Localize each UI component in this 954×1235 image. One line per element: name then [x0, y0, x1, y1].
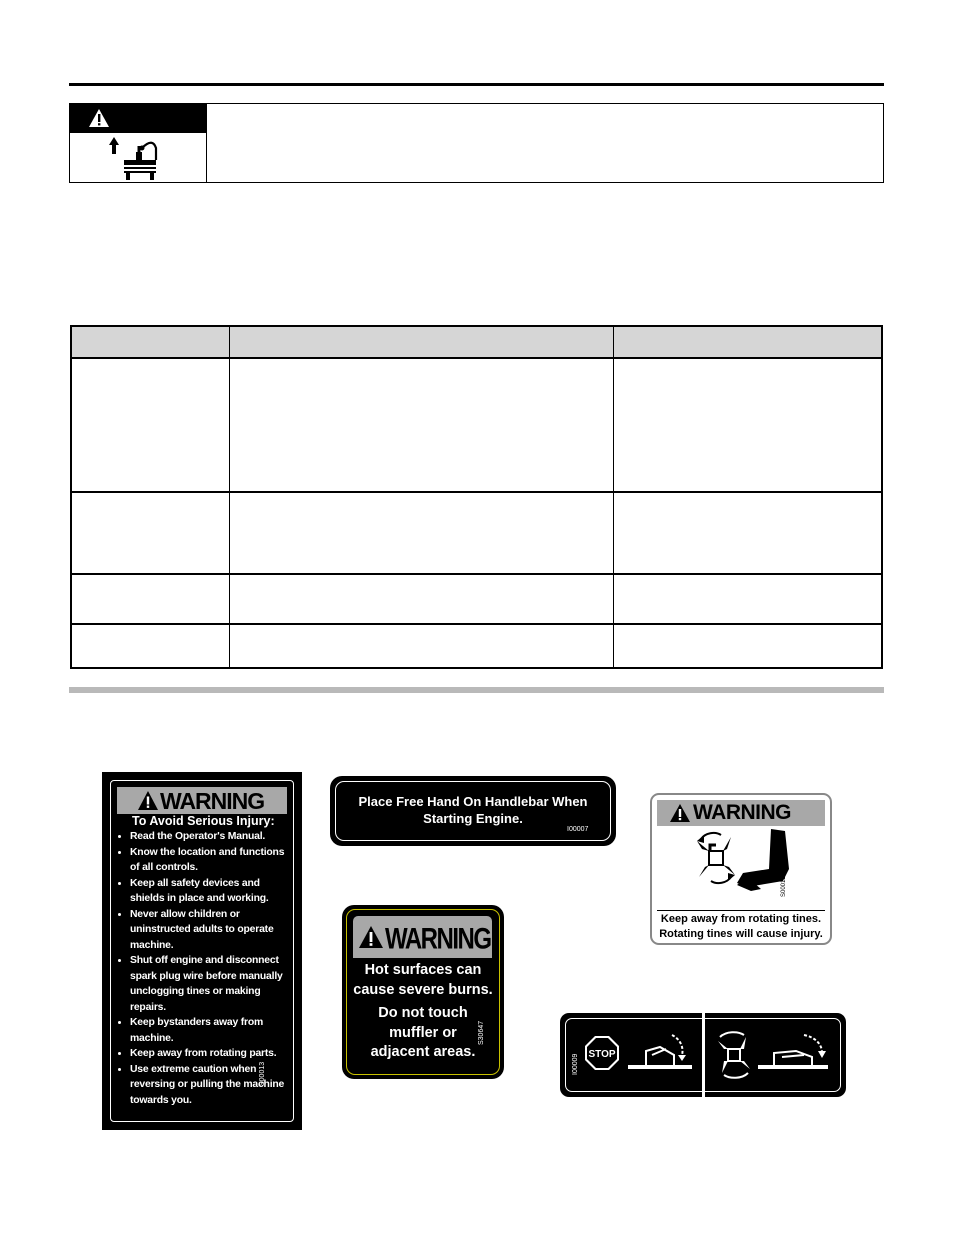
warning-header-band — [117, 787, 287, 814]
decal-code: S00013 — [259, 1061, 266, 1086]
table-header-cell — [230, 326, 614, 358]
tine-foot-hazard-icon — [687, 829, 797, 907]
top-rule — [69, 83, 884, 86]
hot-line-3: Do not touch — [378, 1005, 468, 1021]
handlebar-line-1: Place Free Hand On Handlebar When — [358, 794, 588, 809]
hot-line-4: muffler or — [389, 1025, 457, 1041]
warning-triangle-icon — [358, 925, 384, 949]
table-header-cell — [71, 326, 230, 358]
hot-line-5: adjacent areas. — [370, 1044, 476, 1060]
table-row — [71, 492, 882, 574]
stop-label: STOP — [588, 1049, 616, 1060]
section-divider — [69, 687, 884, 693]
warning-box — [69, 103, 884, 183]
list-item: • Know the location and functions of all controls. — [130, 845, 292, 876]
hot-line-1: Hot surfaces can — [364, 962, 482, 978]
decal-subheading: To Avoid Serious Injury: — [132, 814, 275, 828]
list-item: • Use extreme caution when reversing or pulling the machine towards you. — [130, 1062, 292, 1109]
tines-line-2: Rotating tines will cause injury. — [659, 928, 823, 940]
hot-line-2: cause severe burns. — [353, 982, 493, 998]
list-item: • Keep away from rotating parts. — [130, 1046, 292, 1062]
list-item: • Keep all safety devices and shields in place and working. — [130, 876, 292, 907]
table-row — [71, 358, 882, 492]
decal-code: S00012 — [781, 876, 787, 897]
list-item: • Keep bystanders away from machine. — [130, 1015, 292, 1046]
warning-triangle-icon — [137, 790, 159, 811]
list-item: • Shut off engine and disconnect spark plug wire before manually unclogging tines or making repairs. — [130, 953, 292, 1015]
table-header-cell — [614, 326, 883, 358]
warning-heading: WARNING — [385, 922, 491, 956]
warning-triangle-icon — [88, 108, 110, 128]
decal-serious-injury — [102, 772, 302, 1130]
warning-triangle-icon — [669, 803, 691, 823]
warning-heading: WARNING — [160, 788, 265, 814]
handlebar-line-2: Starting Engine. — [423, 811, 523, 826]
decal-hot-surfaces — [342, 905, 504, 1079]
list-item: • Read the Operator's Manual. — [130, 829, 292, 845]
decal-handlebar — [330, 776, 616, 846]
warning-header-band — [657, 800, 825, 826]
warning-header-band — [353, 916, 492, 958]
decal-rotating-tines — [650, 793, 832, 945]
table-header-row — [71, 326, 882, 358]
decal-stop-tines — [560, 1013, 846, 1097]
handle-engaged-icon — [756, 1031, 832, 1075]
warning-heading: WARNING — [693, 801, 791, 824]
table-row — [71, 574, 882, 624]
list-item: • Never allow children or uninstructed adults to operate machine. — [130, 907, 292, 954]
stop-sign-icon — [584, 1035, 620, 1071]
table-row — [71, 624, 882, 668]
maintenance-table — [70, 325, 883, 669]
decal-code: I00009 — [572, 1053, 579, 1075]
decal-code: I00007 — [567, 826, 589, 833]
decal-code: S30647 — [478, 1020, 485, 1045]
spark-plug-disconnect-icon — [106, 136, 162, 180]
rotating-tines-icon — [714, 1031, 754, 1079]
tines-line-1: Keep away from rotating tines. — [660, 913, 822, 925]
handle-released-icon — [626, 1033, 696, 1073]
warning-header — [70, 104, 206, 133]
warning-icon-column — [70, 104, 207, 182]
